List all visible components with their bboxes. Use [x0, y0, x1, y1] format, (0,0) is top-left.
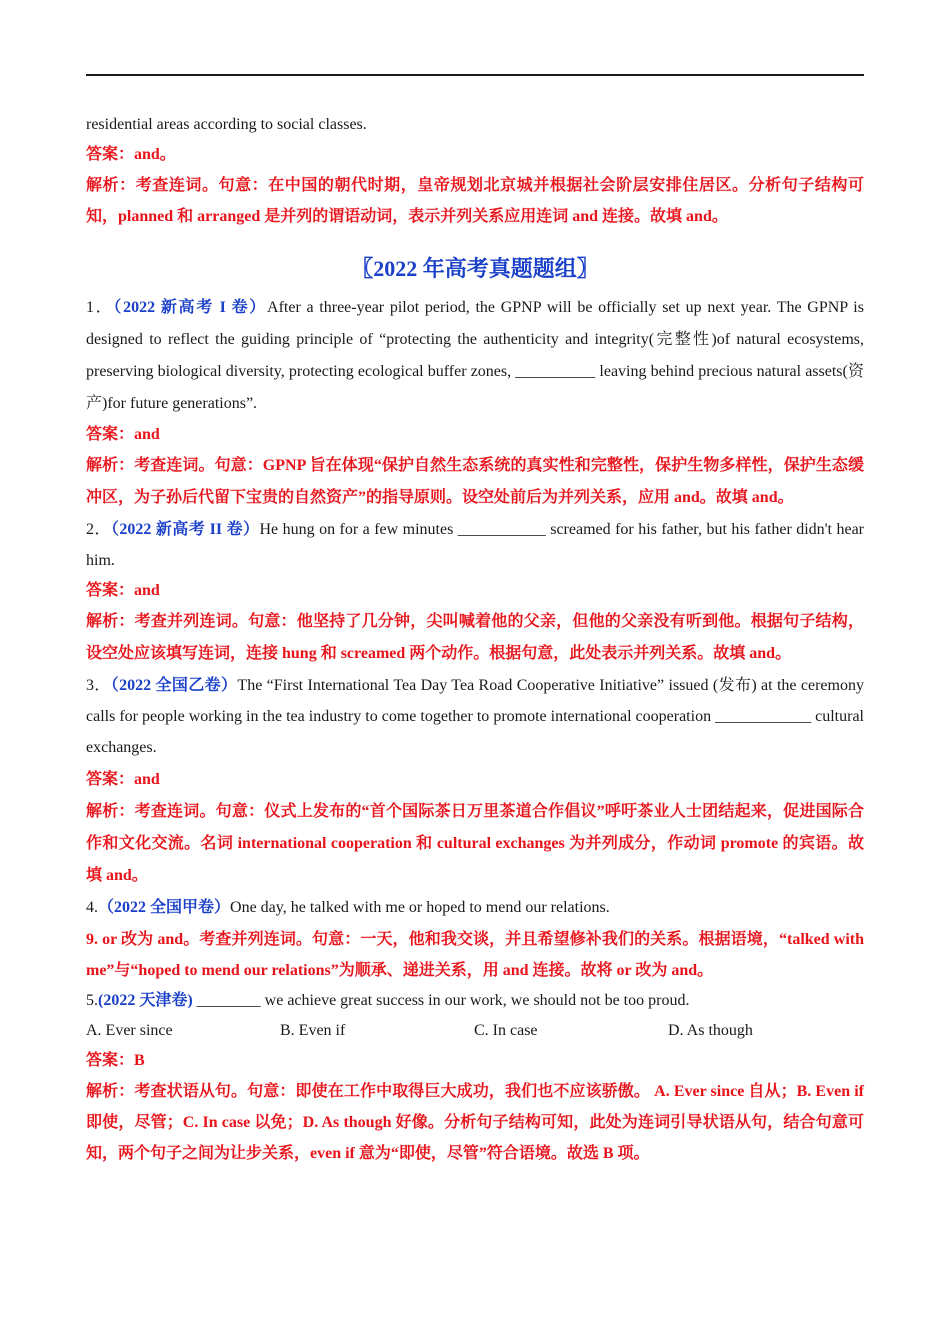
- question-number: 2．: [86, 521, 111, 538]
- question-text: ________ we achieve great success in our work, we should not be too proud.: [192, 992, 690, 1009]
- answer-5: 答案：B: [86, 1052, 145, 1069]
- question-number: 4.: [86, 899, 98, 916]
- option-b: B. Even if: [280, 1022, 346, 1039]
- option-c: C. In case: [474, 1022, 538, 1039]
- section-title: 〖2022 年高考真题题组〗: [351, 256, 599, 281]
- question-text: After a three-year pilot period, the GPNP will be officially set up next year. The GPNP is designed to reflect the guiding principle of “protecting the authenticity and integrity(完整性)of natural ecosystems, preserving biological diversity, protecting ecological buffer zones, __________ leaving behind precious natural assets(资产)for future generations”.: [86, 299, 864, 412]
- answer-2: 答案：and: [86, 582, 160, 599]
- analysis-4: 9. or 改为 and。考查并列连词。句意：一天，他和我交谈，并且希望修补我们的关系。根据语境，“talked with me”与“hoped to mend our relations”为顺承、递进关系，用 and 连接。故将 or 改为 and。: [86, 931, 864, 979]
- question-text: The “First International Tea Day Tea Road Cooperative Initiative” issued (发布) at the ceremony calls for people working in the tea industry to come together to promote international cooperation ____________ cultural exchanges.: [86, 677, 864, 756]
- header-rule: [86, 74, 864, 76]
- question-5: [86, 986, 864, 1016]
- question-3: [86, 670, 864, 763]
- analysis-2: 解析：考查并列连词。句意：他坚持了几分钟，尖叫喊着他的父亲，但他的父亲没有听到他。根据句子结构，设空处应该填写连词，连接 hung 和 screamed 两个动作。根据句意，此处表示并列关系。故填 and。: [86, 613, 864, 662]
- question-source: (2022 天津卷): [98, 992, 193, 1009]
- analysis-1: 解析：考查连词。句意：GPNP 旨在体现“保护自然生态系统的真实性和完整性，保护生物多样性，保护生态缓冲区，为子孙后代留下宝贵的自然资产”的指导原则。设空处前后为并列关系，应用 and。故填 and。: [86, 457, 864, 506]
- question-number: 3．: [86, 677, 111, 694]
- question-source: （2022 全国乙卷）: [110, 677, 238, 694]
- question-text: One day, he talked with me or hoped to mend our relations.: [230, 899, 610, 916]
- analysis-3: 解析：考查连词。句意：仪式上发布的“首个国际茶日万里茶道合作倡议”呼吁茶业人士团结起来，促进国际合作和文化交流。名词 international cooperation 和 cultural exchanges 为并列成分，作动词 promote 的宾语。故填 and。: [86, 803, 864, 884]
- question-4: [86, 892, 864, 924]
- prev-question-text: residential areas according to social classes.: [86, 116, 367, 133]
- question-source: （2022 全国甲卷）: [98, 899, 231, 916]
- question-source: （2022 新高考 I 卷）: [113, 299, 268, 316]
- question-number: 5.: [86, 992, 98, 1009]
- option-d: D. As though: [668, 1022, 753, 1039]
- prev-analysis: 解析：考查连词。句意：在中国的朝代时期，皇帝规划北京城并根据社会阶层安排住居区。分析句子结构可知，planned 和 arranged 是并列的谓语动词，表示并列关系应用连词 and 连接。故填 and。: [86, 177, 864, 225]
- answer-1: 答案：and: [86, 426, 160, 443]
- prev-answer: 答案：and。: [86, 146, 176, 163]
- analysis-5: 解析：考查状语从句。句意：即使在工作中取得巨大成功，我们也不应该骄傲。 A. Ever since 自从；B. Even if 即使，尽管；C. In case 以免；D. As though 好像。分析句子结构可知，此处为连词引导状语从句，结合句意可知，两个句子之间为让步关系，even if 意为“即使，尽管”符合语境。故选 B 项。: [86, 1083, 864, 1162]
- question-5-options: [86, 1016, 864, 1046]
- question-source: （2022 新高考 II 卷）: [110, 521, 260, 538]
- option-a: A. Ever since: [86, 1022, 173, 1039]
- page-content: [86, 110, 864, 1169]
- answer-3: 答案：and: [86, 771, 160, 788]
- question-2: [86, 514, 864, 576]
- question-number: 1．: [86, 299, 114, 316]
- question-text: He hung on for a few minutes ___________ screamed for his father, but his father didn't hear him.: [86, 521, 864, 569]
- question-1: [86, 292, 864, 420]
